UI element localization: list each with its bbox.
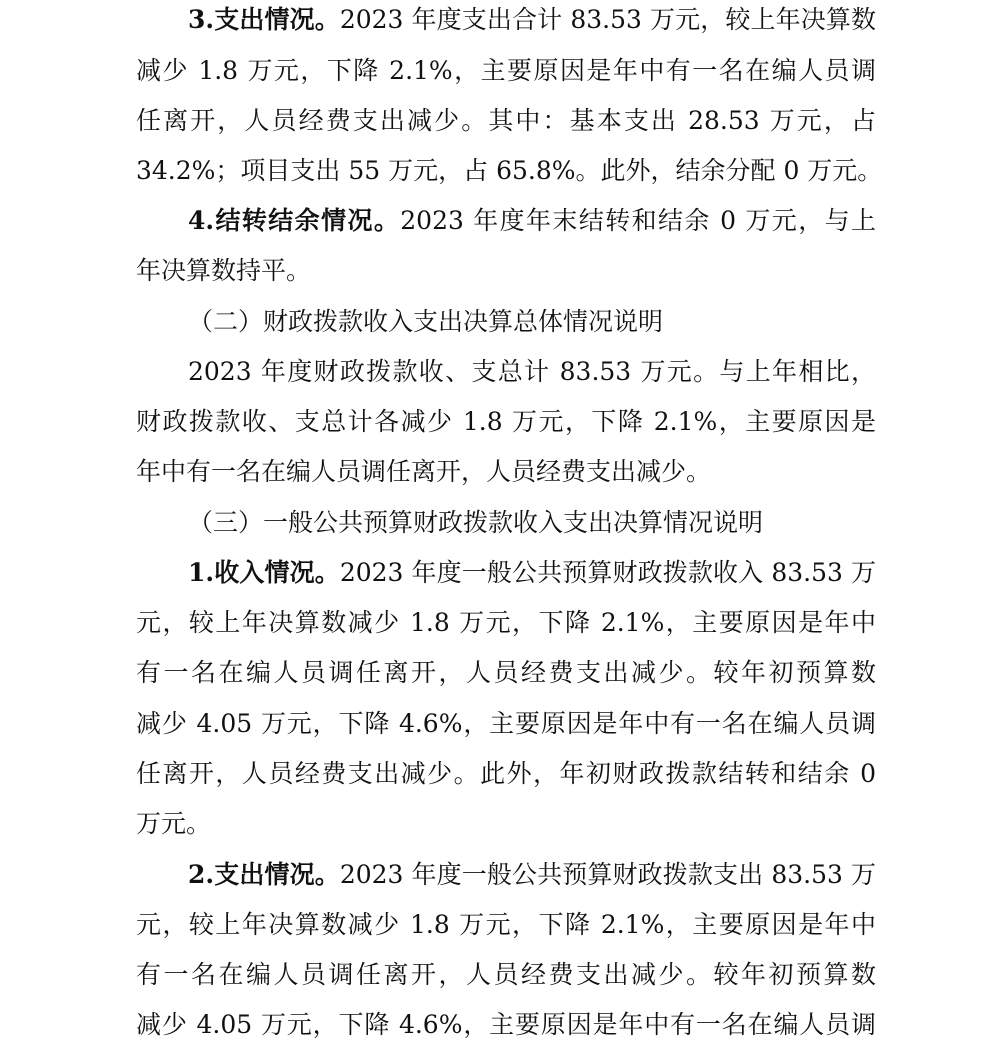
expense-line-4: 减少 4.05 万元，下降 4.6%，主要原因是年中有一名在编人员调 [136, 1010, 876, 1039]
income-line-6: 万元。 [136, 809, 212, 838]
paragraph-2-line-2: 财政拨款收、支总计各减少 1.8 万元，下降 2.1%，主要原因是 [136, 407, 876, 436]
section-3-line-4: 34.2%；项目支出 55 万元，占 65.8%。此外，结余分配 0 万元。 [136, 156, 883, 185]
expense-line-1 [188, 855, 876, 895]
income-line-5: 任离开，人员经费支出减少。此外，年初财政拨款结转和结余 0 [136, 759, 876, 788]
section-3-line-3: 任离开，人员经费支出减少。其中：基本支出 28.53 万元，占 [136, 106, 876, 135]
expense-line-3: 有一名在编人员调任离开，人员经费支出减少。较年初预算数 [136, 960, 876, 989]
subheading-2: （二）财政拨款收入支出决算总体情况说明 [188, 307, 664, 336]
section-4-text: 2023 年度年末结转和结余 0 万元，与上 [400, 206, 876, 235]
income-line-1 [188, 553, 876, 593]
paragraph-2-line-3: 年中有一名在编人员调任离开，人员经费支出减少。 [136, 457, 712, 486]
subheading-3: （三）一般公共预算财政拨款收入支出决算情况说明 [188, 508, 764, 537]
expense-text: 2023 年度一般公共预算财政拨款支出 83.53 万 [339, 860, 876, 889]
income-line-2: 元，较上年决算数减少 1.8 万元，下降 2.1%，主要原因是年中 [136, 608, 876, 637]
expense-line-2: 元，较上年决算数减少 1.8 万元，下降 2.1%，主要原因是年中 [136, 910, 876, 939]
section-3-line-2: 减少 1.8 万元，下降 2.1%，主要原因是年中有一名在编人员调 [136, 56, 876, 85]
section-4-heading: 4.结转结余情况。 [188, 206, 401, 235]
section-3-line-1 [188, 0, 876, 40]
paragraph-2-line-1: 2023 年度财政拨款收、支总计 83.53 万元。与上年相比， [188, 357, 876, 386]
section-3-text: 2023 年度支出合计 83.53 万元，较上年决算数 [339, 5, 876, 34]
section-3-heading: 3.支出情况。 [188, 5, 340, 34]
income-heading: 1.收入情况。 [188, 558, 340, 587]
section-4-line-2: 年决算数持平。 [136, 256, 312, 285]
income-line-3: 有一名在编人员调任离开，人员经费支出减少。较年初预算数 [136, 658, 876, 687]
income-line-4: 减少 4.05 万元，下降 4.6%，主要原因是年中有一名在编人员调 [136, 709, 876, 738]
expense-heading: 2.支出情况。 [188, 860, 340, 889]
section-4-line-1 [188, 201, 876, 241]
income-text: 2023 年度一般公共预算财政拨款收入 83.53 万 [339, 558, 876, 587]
